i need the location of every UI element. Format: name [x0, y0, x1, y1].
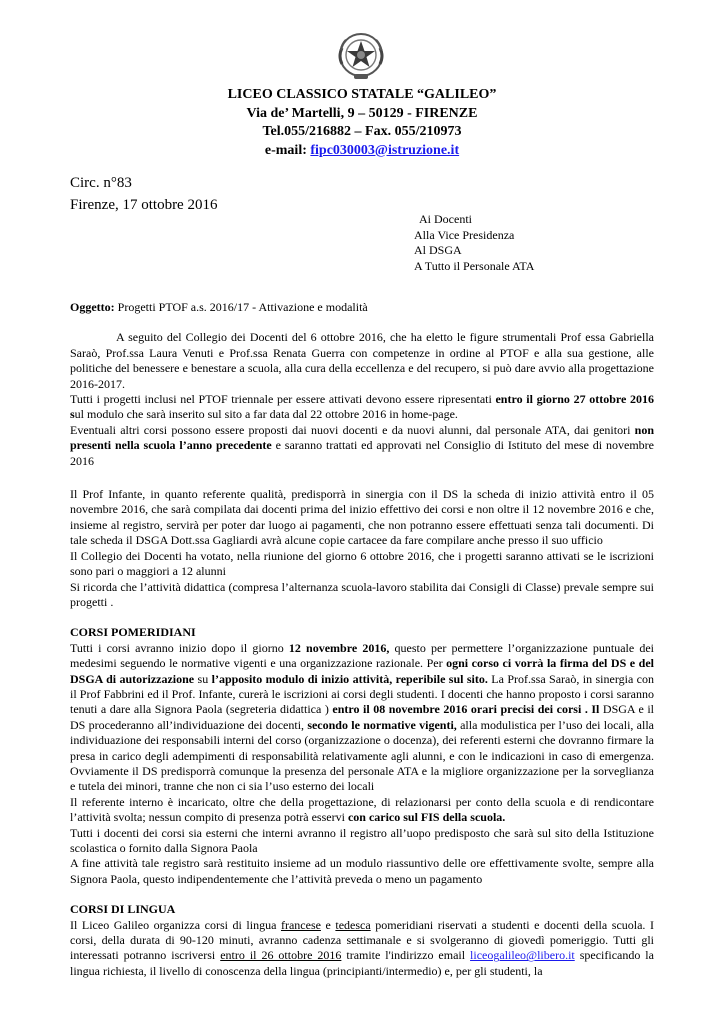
recipient: A Tutto il Personale ATA: [414, 258, 535, 273]
text-run: e: [320, 917, 336, 932]
school-email-link[interactable]: fipc030003@istruzione.it: [310, 142, 460, 158]
fine-attivita-paragraph: A fine attività tale registro sarà restituito insieme ad un modulo riassuntivo delle ore effettivamente svolte, sempre alla Signora Paola, questo indipendentemente che l’attività preveda o meno un pagamento: [70, 856, 654, 886]
section-title-lingua: CORSI DI LINGUA: [70, 902, 176, 917]
school-name: LICEO CLASSICO STATALE “GALILEO”: [227, 87, 497, 102]
recipient: Ai Docenti: [419, 212, 472, 226]
circular-info: [70, 172, 217, 216]
bold-text: con carico sul FIS della scuola.: [347, 810, 506, 825]
text-run: e saranno trattati ed approvati nel Consiglio di Istituto del mese di novembre 2016: [70, 438, 654, 468]
republic-emblem-icon: [336, 30, 386, 82]
text-run: La Prof.ssa Saraò, in sinergia con il Prof Fabbrini ed il Prof. Infante, curerà le iscrizioni ai corsi degli studenti. I docenti che hanno proposto i corsi saranno tenuti a dare alla Signora Paola (segreteria didattica ): [70, 671, 655, 717]
school-address: Via de’ Martelli, 9 – 50129 - FIRENZE: [246, 105, 478, 121]
subject-label: Oggetto:: [70, 300, 115, 314]
circular-date: Firenze, 17 ottobre 2016: [70, 197, 218, 213]
intro-paragraph: [70, 423, 654, 469]
bold-text: non presenti nella scuola l’anno precedente: [70, 422, 654, 453]
text-run: Il referente interno è incaricato, oltre che della progettazione, di relazionarsi per conto della scuola e di rendicontare l’attività svolta; nessun compito di presenza potrà esservi: [70, 794, 654, 825]
underlined-text: francese: [280, 917, 321, 932]
school-phone: Tel.055/216882 – Fax. 055/210973: [262, 124, 462, 139]
text-run: specificando la lingua richiesta, il livello di conoscenza della lingua (principianti/intermedio) e, per gli studenti, la: [70, 948, 654, 978]
subject-line: [70, 300, 654, 315]
pomeridiani-paragraph: [70, 641, 654, 795]
bold-text: l’apposito modulo di inizio attività, reperibile sul sito.: [211, 671, 488, 686]
registro-paragraph: Tutti i docenti dei corsi sia esterni che interni avranno il registro all’uopo predisposto che sarà sul sito della Istituzione scolastica o fornito dalla Signora Paola: [70, 825, 654, 855]
email-link[interactable]: liceogalileo@libero.it: [470, 948, 575, 963]
subject-text: Progetti PTOF a.s. 2016/17 - Attivazione e modalità: [114, 300, 368, 314]
recipient: Al DSGA: [414, 243, 462, 257]
recipients-list: [414, 212, 534, 274]
bold-text: entro il 08 novembre 2016 orari precisi dei corsi . Il: [332, 702, 600, 717]
section-title-pomeridiani: CORSI POMERIDIANI: [70, 625, 196, 640]
infante-paragraph: Il Prof Infante, in quanto referente qualità, predisporrà in sinergia con il DS la scheda di inizio attività entro il 05 novembre 2016, che sarà compilata dai docenti prima del inizio effettivo dei corsi e non oltre il 12 novembre 2016 e che, insieme al registro, servirà per poter dar luogo ai pagamenti, che non potranno essere effettuati senza tali documenti. Di tale scheda il DSGA Dott.ssa Gagliardi avrà alcune copie cartacee da fare compilare anche presso il suo ufficio: [70, 487, 654, 548]
school-header: [0, 86, 724, 160]
text-run: questo per permettere l’organizzazione puntuale dei medesimi seguendo le normative vigenti e una organizzazione razionale. Per: [70, 640, 655, 671]
intro-paragraph: A seguito del Collegio dei Docenti del 6 ottobre 2016, che ha eletto le figure strumentali Prof essa Gabriella Saraò, Prof.ssa Laura Venuti e Prof.ssa Renata Guerra con competenze in ordine al PTOF e alla sua gestione, alle politiche del benessere e benestare a scuola, alla cura della eccellenza e del recupero, si può dare avvio alla progettazione 2016-2017.: [70, 330, 654, 391]
reminder-paragraph: Si ricorda che l’attività didattica (compresa l’alternanza scuola-lavoro stabilita dai Consigli di Classe) prevale sempre sui progetti .: [70, 579, 654, 609]
text-run: DSGA e il DS procederanno all’individuazione dei docenti,: [70, 702, 654, 732]
underlined-text: entro il 26 ottobre 2016: [220, 948, 342, 963]
text-run: alla modulistica per l’uso dei locali, alla individuazione dei responsabili interni del corso (organizzazione o docenza), dei referenti esterni che dovranno firmare la presa in carico degli adempimenti di responsabilità relativamente agli alunni, e con le indicazioni in caso di emergenza. Ovviamente il DS predisporrà comunque la presenza del personale ATA e la migliore organizzazione per la sorveglianza e tutela dei minori, tranne che non ci sia l’uso esterno dei locali: [70, 717, 654, 794]
lingua-paragraph: [70, 918, 654, 980]
text-run: Tutti i progetti inclusi nel PTOF triennale per essere attivati devono essere ripresentati: [70, 392, 496, 407]
deadline-text: entro il giorno 27 ottobre 2016 s: [70, 392, 654, 422]
text-run: Tutti i corsi avranno inizio dopo il giorno: [70, 640, 289, 655]
text-run: pomeridiani riservati a studenti e docenti della scuola. I corsi, della durata di 90-120 minuti, avranno cadenza settimanale e si svolgeranno di giovedì pomeriggio. Tutti gli interessati potranno iscriversi: [70, 917, 654, 963]
text-run: tramite l'indirizzo email: [341, 948, 471, 963]
collegio-paragraph: Il Collegio dei Docenti ha votato, nella riunione del giorno 6 ottobre 2016, che i progetti saranno attivati se le iscrizioni sono pari o maggiori a 12 alunni: [70, 548, 654, 579]
bold-text: secondo le normative vigenti,: [307, 717, 457, 732]
text-run: Eventuali altri corsi possono essere proposti dai nuovi docenti e da nuovi alunni, dal personale ATA, dai genitori: [70, 422, 635, 437]
underlined-text: tedesca: [335, 917, 371, 932]
circular-number: Circ. n°83: [70, 175, 132, 191]
intro-paragraph: [70, 392, 654, 423]
text-run: Il Liceo Galileo organizza corsi di lingua: [70, 917, 281, 932]
document-body: [70, 300, 654, 979]
recipient: Alla Vice Presidenza: [414, 227, 515, 242]
school-email-line: [0, 142, 724, 161]
bold-text: 12 novembre 2016,: [288, 640, 390, 655]
text-run: su: [194, 671, 212, 686]
text-run: ul modulo che sarà inserito sul sito a far data dal 22 ottobre 2016 in home-page.: [74, 407, 458, 422]
referente-paragraph: [70, 795, 654, 826]
bold-text: ogni corso ci vorrà la firma del DS e del DSGA di autorizzazione: [70, 656, 654, 686]
email-label: e-mail:: [264, 142, 311, 158]
